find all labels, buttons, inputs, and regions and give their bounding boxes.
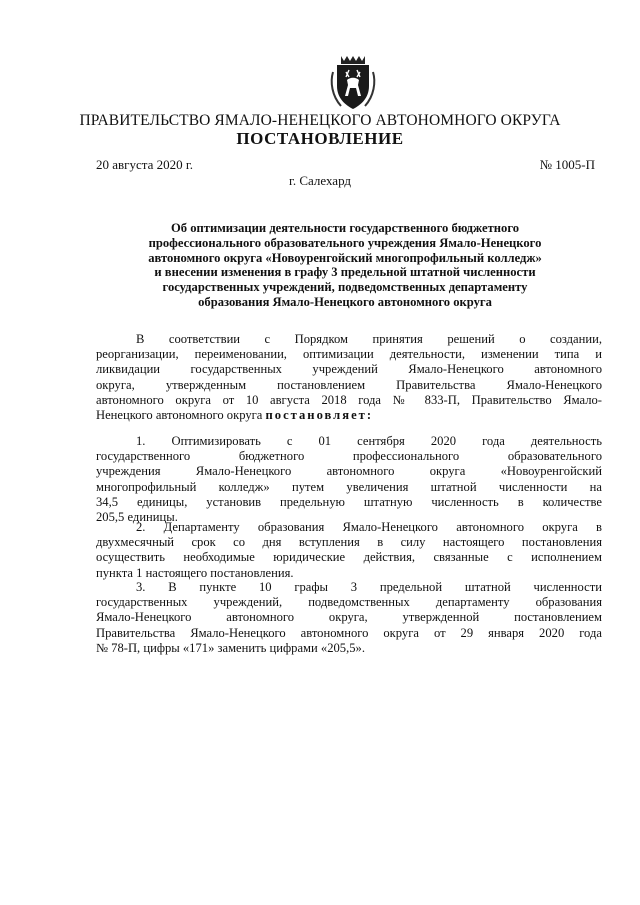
paragraph-line: двухмесячный срок со дня вступления в силу настоящего постановления bbox=[96, 535, 602, 550]
paragraph-line: ликвидации государственных учреждений Ямало-Ненецкого автономного bbox=[96, 362, 602, 377]
preamble-paragraph bbox=[96, 332, 602, 423]
paragraph-line: Ямало-Ненецкого автономного округа, утвержденной постановлением bbox=[96, 610, 602, 625]
resolves-word: постановляет: bbox=[265, 408, 374, 423]
document-date: 20 августа 2020 г. bbox=[96, 157, 193, 172]
item-1-paragraph bbox=[96, 434, 602, 525]
paragraph-line: государственных учреждений, подведомственных департаменту образования bbox=[96, 595, 602, 610]
paragraph-line: 34,5 единицы, установив предельную штатную численность в количестве bbox=[96, 494, 602, 509]
paragraph-line: округа, утвержденным постановлением Правительства Ямало-Ненецкого bbox=[96, 377, 602, 392]
paragraph-line: В соответствии с Порядком принятия решений о создании, bbox=[136, 332, 602, 346]
subject-line: образования Ямало-Ненецкого автономного округа bbox=[198, 294, 492, 309]
paragraph-line: Правительства Ямало-Ненецкого автономного округа от 29 января 2020 года bbox=[96, 625, 602, 640]
paragraph-line: учреждения Ямало-Ненецкого автономного округа «Новоуренгойский bbox=[96, 464, 602, 479]
preamble-last-text: Ненецкого автономного округа bbox=[96, 408, 266, 423]
government-title: ПРАВИТЕЛЬСТВО ЯМАЛО-НЕНЕЦКОГО АВТОНОМНОГО ОКРУГА bbox=[79, 112, 561, 129]
subject-line: автономного округа «Новоуренгойский многопрофильный колледж» bbox=[148, 250, 542, 265]
document-subject bbox=[96, 221, 594, 310]
paragraph-line: пункта 1 настоящего постановления. bbox=[96, 565, 294, 580]
paragraph-line: реорганизации, переименовании, оптимизации деятельности, изменении типа и bbox=[96, 347, 602, 362]
document-type-title: ПОСТАНОВЛЕНИЕ bbox=[236, 129, 404, 148]
yamal-coat-of-arms-icon bbox=[327, 52, 379, 112]
document-number: № 1005-П bbox=[539, 157, 595, 172]
subject-line: Об оптимизации деятельности государственного бюджетного bbox=[170, 221, 520, 235]
paragraph-line: № 78-П, цифры «171» заменить цифрами «205,5». bbox=[96, 640, 365, 655]
paragraph-line: 3. В пункте 10 графы 3 предельной штатной численности bbox=[136, 580, 602, 594]
subject-line: и внесении изменения в графу 3 предельной штатной численности bbox=[154, 265, 536, 280]
paragraph-line: государственного бюджетного профессионального образовательного bbox=[96, 449, 602, 464]
paragraph-line: автономного округа от 10 августа 2018 года № 833-П, Правительство Ямало- bbox=[96, 392, 602, 407]
subject-line: профессионального образовательного учреждения Ямало-Ненецкого bbox=[148, 235, 542, 250]
paragraph-line: 1. Оптимизировать с 01 сентября 2020 года деятельность bbox=[136, 434, 602, 448]
item-2-paragraph bbox=[96, 520, 602, 581]
item-3-paragraph bbox=[96, 580, 602, 656]
paragraph-line: 205,5 единицы. bbox=[96, 510, 178, 525]
paragraph-line bbox=[96, 408, 602, 423]
document-city: г. Салехард bbox=[288, 173, 352, 188]
paragraph-line: осуществить необходимые юридические действия, связанные с исполнением bbox=[96, 550, 602, 565]
subject-line: государственных учреждений, подведомственных департаменту bbox=[162, 280, 528, 295]
paragraph-line: 2. Департаменту образования Ямало-Ненецкого автономного округа в bbox=[136, 520, 602, 534]
paragraph-line: многопрофильный колледж» путем увеличения штатной численности на bbox=[96, 479, 602, 494]
